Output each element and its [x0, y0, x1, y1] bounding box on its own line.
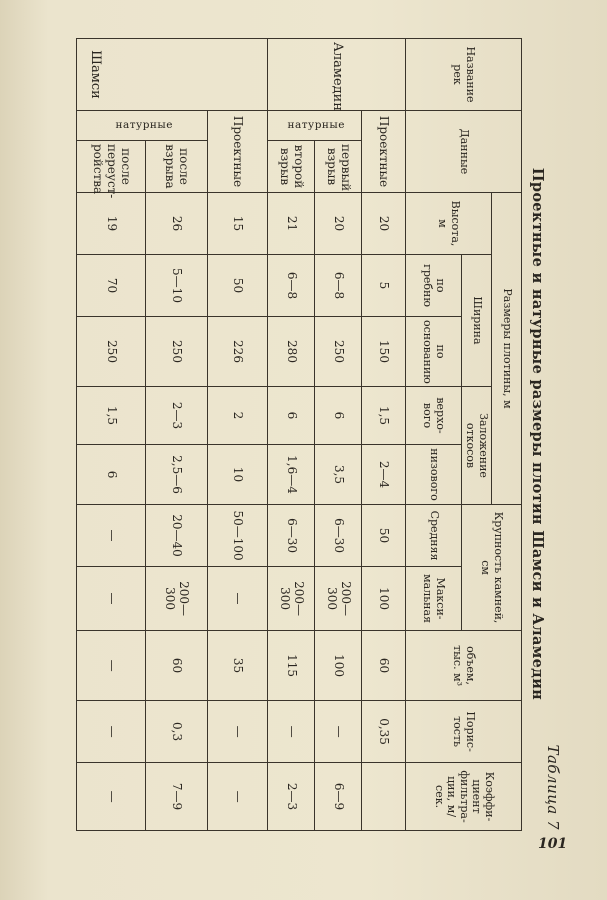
header-dam-dimensions: Размеры плотины, м [492, 193, 522, 505]
porosity-cell: — [268, 701, 315, 763]
table-row [77, 39, 146, 831]
volume-cell: 60 [362, 631, 406, 701]
header-stone-max: Макси-мальная [406, 567, 462, 631]
filtration-cell: — [77, 763, 146, 831]
river-name: Шамси [77, 39, 268, 111]
filtration-cell: 6—9 [315, 763, 362, 831]
downstream-slope-cell: 10 [208, 445, 268, 505]
header-slope: Заложение откосов [462, 387, 492, 505]
volume-cell: — [77, 631, 146, 701]
base-width-cell: 280 [268, 317, 315, 387]
height-cell: 20 [315, 193, 362, 255]
crest-width-cell: 50 [208, 255, 268, 317]
rotated-table-block [77, 38, 562, 830]
data-type-cell: первый взрыв [315, 141, 362, 193]
volume-cell: 115 [268, 631, 315, 701]
base-width-cell: 226 [208, 317, 268, 387]
filtration-cell [362, 763, 406, 831]
stone-avg-cell: 6—30 [315, 505, 362, 567]
data-type-cell: после взрыва [146, 141, 208, 193]
upstream-slope-cell: 2—3 [146, 387, 208, 445]
header-width: Ширина [462, 255, 492, 387]
table-row [268, 39, 315, 831]
data-type-cell: после переуст-ройства [77, 141, 146, 193]
header-stone-size: Крупность камней, см [462, 505, 522, 631]
header-slope-upstream: верхо-вого [406, 387, 462, 445]
base-width-cell: 250 [77, 317, 146, 387]
volume-cell: 60 [146, 631, 208, 701]
data-type-cell: Проектные [362, 111, 406, 193]
header-porosity: Порис-тость [406, 701, 522, 763]
table-number-label: Таблица 7 [544, 744, 562, 830]
downstream-slope-cell: 6 [77, 445, 146, 505]
header-volume: объем, тыс. м³ [406, 631, 522, 701]
stone-avg-cell: 20—40 [146, 505, 208, 567]
natural-label: натурные [77, 111, 208, 141]
stone-avg-cell: 50—100 [208, 505, 268, 567]
natural-label: натурные [268, 111, 362, 141]
table-row [208, 39, 268, 831]
porosity-cell: — [208, 701, 268, 763]
upstream-slope-cell: 6 [315, 387, 362, 445]
porosity-cell: — [315, 701, 362, 763]
crest-width-cell: 5 [362, 255, 406, 317]
header-stone-avg: Средняя [406, 505, 462, 567]
crest-width-cell: 5—10 [146, 255, 208, 317]
base-width-cell: 250 [315, 317, 362, 387]
dam-dimensions-table [76, 38, 522, 831]
crest-width-cell: 70 [77, 255, 146, 317]
stone-max-cell: 200—300 [268, 567, 315, 631]
volume-cell: 35 [208, 631, 268, 701]
stone-max-cell: — [77, 567, 146, 631]
page-number: 101 [538, 836, 568, 852]
stone-avg-cell: — [77, 505, 146, 567]
stone-avg-cell: 6—30 [268, 505, 315, 567]
stone-max-cell: 200—300 [315, 567, 362, 631]
height-cell: 20 [362, 193, 406, 255]
table-title: Проектные и натурные размеры плотин Шамси и Аламедин [529, 167, 546, 701]
table-row [362, 39, 406, 831]
upstream-slope-cell: 2 [208, 387, 268, 445]
filtration-cell: — [208, 763, 268, 831]
table-row [146, 39, 208, 831]
height-cell: 26 [146, 193, 208, 255]
stone-max-cell: 200—300 [146, 567, 208, 631]
downstream-slope-cell: 2—4 [362, 445, 406, 505]
upstream-slope-cell: 1,5 [77, 387, 146, 445]
header-row-1 [492, 39, 522, 831]
header-filtration: Коэффи-циент фильтра-ции, м/сек. [406, 763, 522, 831]
header-data-type: Данные [406, 111, 522, 193]
table-row [315, 39, 362, 831]
stone-max-cell: — [208, 567, 268, 631]
upstream-slope-cell: 1,5 [362, 387, 406, 445]
downstream-slope-cell: 1,6—4 [268, 445, 315, 505]
upstream-slope-cell: 6 [268, 387, 315, 445]
downstream-slope-cell: 2,5—6 [146, 445, 208, 505]
header-slope-downstream: низового [406, 445, 462, 505]
porosity-cell: 0,35 [362, 701, 406, 763]
header-width-base: по основанию [406, 317, 462, 387]
filtration-cell: 2—3 [268, 763, 315, 831]
porosity-cell: 0,3 [146, 701, 208, 763]
height-cell: 21 [268, 193, 315, 255]
volume-cell: 100 [315, 631, 362, 701]
header-river: Название рек [406, 39, 522, 111]
stone-avg-cell: 50 [362, 505, 406, 567]
table-caption [526, 38, 562, 830]
downstream-slope-cell: 3,5 [315, 445, 362, 505]
data-type-cell: Проектные [208, 111, 268, 193]
base-width-cell: 150 [362, 317, 406, 387]
crest-width-cell: 6—8 [268, 255, 315, 317]
height-cell: 15 [208, 193, 268, 255]
filtration-cell: 7—9 [146, 763, 208, 831]
crest-width-cell: 6—8 [315, 255, 362, 317]
header-height: Высота, м [406, 193, 492, 255]
height-cell: 19 [77, 193, 146, 255]
stone-max-cell: 100 [362, 567, 406, 631]
base-width-cell: 250 [146, 317, 208, 387]
header-width-crest: по гребню [406, 255, 462, 317]
porosity-cell: — [77, 701, 146, 763]
data-type-cell: второй взрыв [268, 141, 315, 193]
river-name: Аламедин [268, 39, 406, 111]
